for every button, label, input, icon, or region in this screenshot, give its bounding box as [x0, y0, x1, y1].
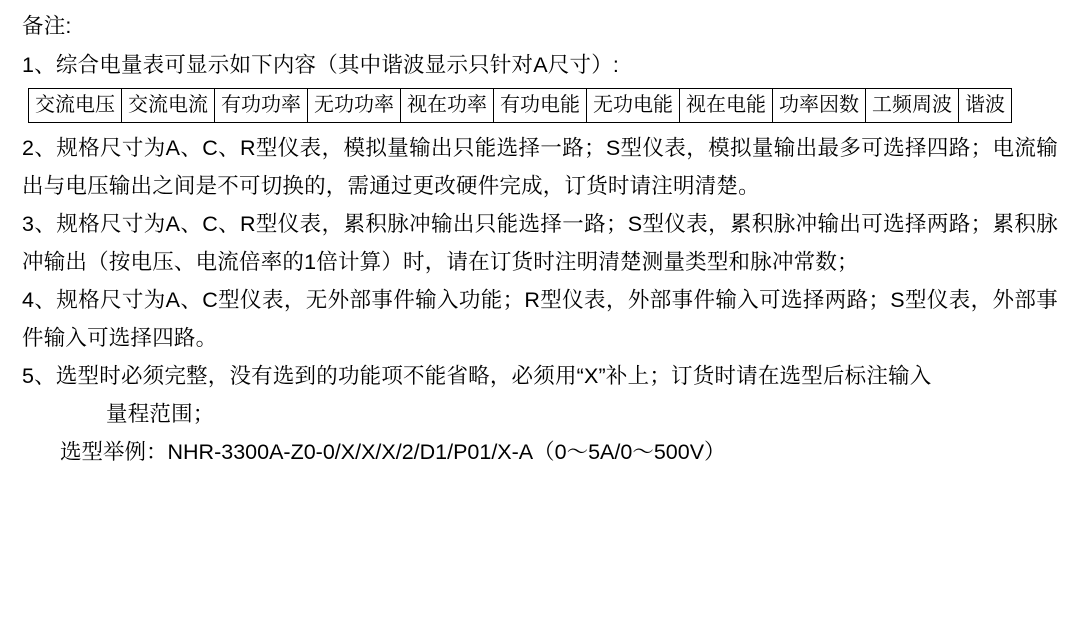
- table-cell-ac-current: 交流电流: [122, 89, 215, 123]
- table-cell-active-power: 有功功率: [215, 89, 308, 123]
- note-4: 4、规格尺寸为A、C型仪表，无外部事件输入功能；R型仪表，外部事件输入可选择两路；S型仪表，外部事件输入可选择四路。: [22, 288, 1058, 350]
- range-line: 量程范围；: [106, 402, 215, 426]
- table-cell-ac-voltage: 交流电压: [29, 89, 122, 123]
- table-cell-active-energy: 有功电能: [494, 89, 587, 123]
- note-1: 1、综合电量表可显示如下内容（其中谐波显示只针对A尺寸）:: [22, 53, 620, 77]
- table-cell-frequency: 工频周波: [866, 89, 959, 123]
- table-cell-harmonics: 谐波: [959, 89, 1012, 123]
- table-cell-reactive-power: 无功功率: [308, 89, 401, 123]
- table-cell-reactive-energy: 无功电能: [587, 89, 680, 123]
- note-5: 5、选型时必须完整，没有选到的功能项不能省略，必须用“X”补上；订货时请在选型后标注输入: [22, 364, 932, 388]
- display-content-table: [28, 88, 1012, 123]
- table-cell-apparent-energy: 视在电能: [680, 89, 773, 123]
- table-row: [29, 89, 1012, 123]
- example-line: 选型举例：NHR-3300A-Z0-0/X/X/X/2/D1/P01/X-A（0～5A/0～500V）: [60, 440, 726, 464]
- note-3: 3、规格尺寸为A、C、R型仪表，累积脉冲输出只能选择一路；S型仪表，累积脉冲输出可选择两路；累积脉冲输出（按电压、电流倍率的1倍计算）时，请在订货时注明清楚测量类型和脉冲常数；: [22, 212, 1058, 274]
- table-cell-power-factor: 功率因数: [773, 89, 866, 123]
- table-cell-apparent-power: 视在功率: [401, 89, 494, 123]
- note-2: 2、规格尺寸为A、C、R型仪表，模拟量输出只能选择一路；S型仪表，模拟量输出最多可选择四路；电流输出与电压输出之间是不可切换的，需通过更改硬件完成，订货时请注明清楚。: [22, 136, 1058, 198]
- page-title: 备注:: [22, 14, 72, 38]
